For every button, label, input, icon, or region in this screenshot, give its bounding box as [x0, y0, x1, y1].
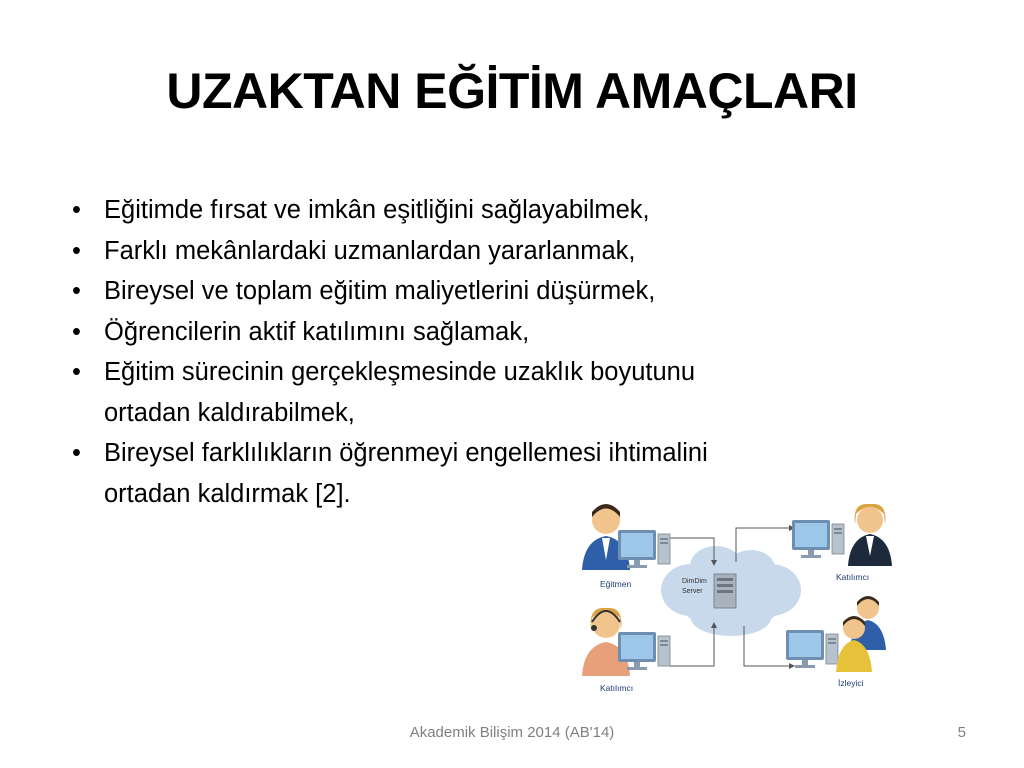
page-number: 5 [957, 724, 966, 741]
bullet-item [72, 231, 892, 272]
label-viewer: İzleyici [838, 678, 864, 688]
bullet-text: Farklı mekânlardaki uzmanlardan yararlanmak, [104, 236, 636, 265]
participant-headset-icon [582, 608, 670, 676]
network-diagram [566, 498, 896, 698]
server-icon [714, 574, 736, 608]
bullet-dot: • [72, 358, 81, 386]
label-instructor: Eğitmen [600, 579, 632, 589]
bullet-item [72, 312, 892, 353]
viewer-icon [786, 596, 886, 672]
instructor-icon [582, 504, 670, 570]
participant-icon [792, 504, 892, 566]
slide-title: UZAKTAN EĞİTİM AMAÇLARI [166, 63, 858, 119]
bullet-text-line-1: Eğitim sürecinin gerçekleşmesinde uzaklık boyutunu [104, 358, 696, 386]
footer-conference: Akademik Bilişim 2014 (AB'14) [409, 724, 615, 741]
bullet-dot: • [72, 196, 81, 224]
bullet-dot: • [72, 277, 81, 305]
bullet-list [72, 190, 892, 514]
bullet-dot: • [72, 236, 81, 265]
label-participant-bottom: Katılımcı [600, 683, 634, 693]
bullet-text-line-2: ortadan kaldırmak [2]. [104, 479, 351, 508]
bullet-text-line-1: Bireysel farklılıkların öğrenmeyi engellemesi ihtimalini [104, 439, 708, 467]
server-label-1: DimDim [682, 578, 707, 585]
bullet-dot: • [72, 317, 81, 346]
bullet-text: Bireysel ve toplam eğitim maliyetlerini düşürmek, [104, 277, 656, 305]
bullet-text-line-2: ortadan kaldırabilmek, [104, 398, 355, 427]
bullet-item [72, 271, 892, 312]
bullet-item [72, 190, 892, 231]
bullet-dot: • [72, 439, 81, 467]
label-participant-top: Katılımcı [836, 572, 870, 582]
bullet-text: Eğitimde fırsat ve imkân eşitliğini sağlayabilmek, [104, 196, 650, 224]
bullet-item [72, 352, 892, 433]
server-label-2: Server [682, 588, 703, 595]
bullet-text: Öğrencilerin aktif katılımını sağlamak, [104, 317, 530, 346]
